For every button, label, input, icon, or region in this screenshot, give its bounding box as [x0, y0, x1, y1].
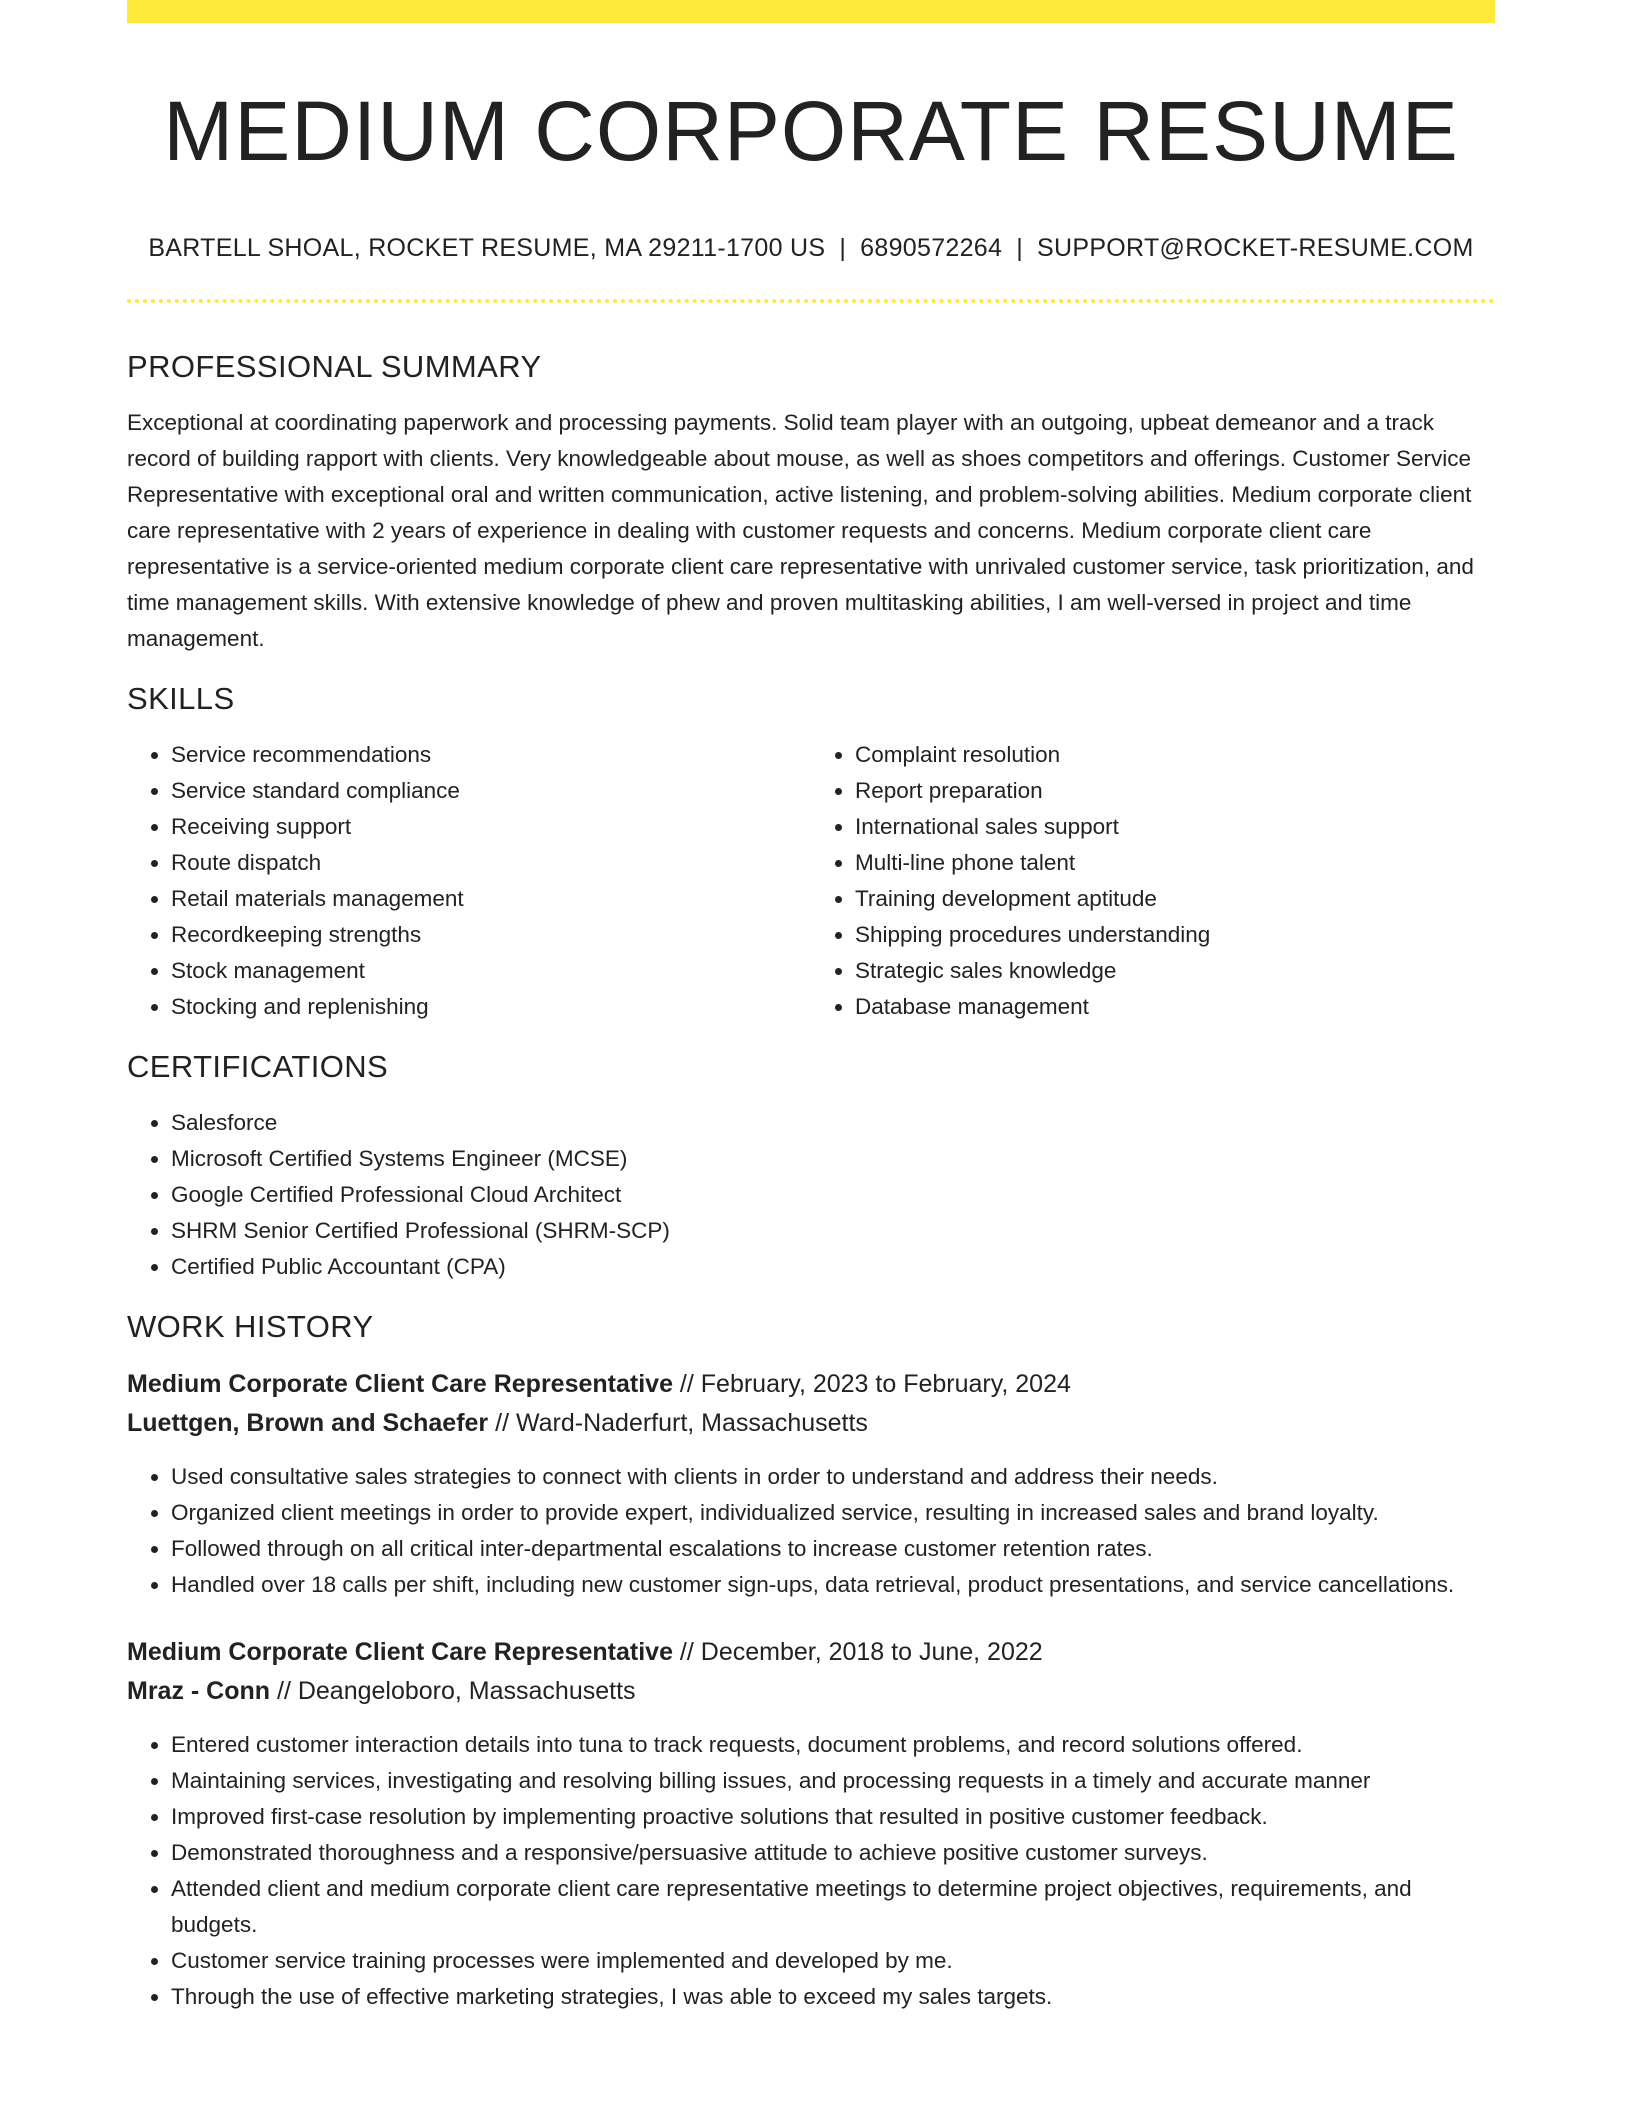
job-bullet: • Demonstrated thoroughness and a responsive/persuasive attitude to achieve positive customer surveys.	[171, 1835, 1495, 1871]
skills-list-left	[127, 737, 811, 1025]
skill-item: • Recordkeeping strengths	[171, 917, 811, 953]
skill-item: • Report preparation	[855, 773, 1495, 809]
job-entry	[127, 1633, 1495, 2015]
skill-item: • Strategic sales knowledge	[855, 953, 1495, 989]
job-title: Medium Corporate Client Care Representative	[127, 1637, 673, 1666]
certifications-heading: CERTIFICATIONS	[127, 1048, 389, 1084]
page-title: MEDIUM CORPORATE RESUME	[163, 84, 1459, 178]
job-title-line	[127, 1365, 1495, 1404]
skills-list-right	[811, 737, 1495, 1025]
job-bullet: • Organized client meetings in order to provide expert, individualized service, resulting in increased sales and brand loyalty.	[171, 1495, 1495, 1531]
certification-item: • Microsoft Certified Systems Engineer (MCSE)	[171, 1141, 1495, 1177]
skill-item: • Retail materials management	[171, 881, 811, 917]
job-title: Medium Corporate Client Care Representative	[127, 1369, 673, 1398]
certification-item: • Certified Public Accountant (CPA)	[171, 1249, 1495, 1285]
contact-address: BARTELL SHOAL, ROCKET RESUME, MA 29211-1700 US	[148, 233, 826, 262]
skill-item: • Shipping procedures understanding	[855, 917, 1495, 953]
skill-item: • International sales support	[855, 809, 1495, 845]
skill-item: • Service standard compliance	[171, 773, 811, 809]
job-bullet: • Attended client and medium corporate client care representative meetings to determine project objectives, requirements, and budgets.	[171, 1871, 1495, 1943]
job-company: Mraz - Conn	[127, 1676, 271, 1705]
job-dates: // February, 2023 to February, 2024	[672, 1369, 1071, 1398]
skill-item: • Service recommendations	[171, 737, 811, 773]
contact-line	[127, 234, 1495, 263]
certification-item: • SHRM Senior Certified Professional (SHRM-SCP)	[171, 1213, 1495, 1249]
job-company: Luettgen, Brown and Schaefer	[127, 1408, 489, 1437]
summary-text: Exceptional at coordinating paperwork and processing payments. Solid team player with an outgoing, upbeat demeanor and a track record of building rapport with clients. Very knowledgeable about mouse, as well as shoes competitors and offerings. Customer Service Representative with exceptional oral and written communication, active listening, and problem-solving abilities. Medium corporate client care representative with 2 years of experience in dealing with customer requests and concerns. Medium corporate client care representative is a service-oriented medium corporate client care representative with unrivaled customer service, task prioritization, and time management skills. With extensive knowledge of phew and proven multitasking abilities, I am well-versed in project and time management.	[127, 409, 1474, 651]
skill-item: • Stocking and replenishing	[171, 989, 811, 1025]
job-bullet: • Improved first-case resolution by implementing proactive solutions that resulted in positive customer feedback.	[171, 1799, 1495, 1835]
job-bullet: • Customer service training processes were implemented and developed by me.	[171, 1943, 1495, 1979]
contact-phone: 6890572264	[860, 233, 1003, 262]
job-bullets	[127, 1727, 1495, 2015]
skill-item: • Training development aptitude	[855, 881, 1495, 917]
accent-bar	[127, 0, 1495, 23]
skill-item: • Stock management	[171, 953, 811, 989]
contact-separator: |	[1016, 233, 1024, 262]
skill-item: • Receiving support	[171, 809, 811, 845]
job-bullet: • Handled over 18 calls per shift, including new customer sign-ups, data retrieval, product presentations, and service cancellations.	[171, 1567, 1495, 1603]
job-bullet: • Entered customer interaction details into tuna to track requests, document problems, and record solutions offered.	[171, 1727, 1495, 1763]
job-location: // Deangeloboro, Massachusetts	[270, 1676, 636, 1705]
skill-item: • Multi-line phone talent	[855, 845, 1495, 881]
certification-item: • Salesforce	[171, 1105, 1495, 1141]
skill-item: • Complaint resolution	[855, 737, 1495, 773]
skills-columns	[127, 737, 1495, 1025]
job-location: // Ward-Naderfurt, Massachusetts	[488, 1408, 868, 1437]
contact-email: SUPPORT@ROCKET-RESUME.COM	[1037, 233, 1474, 262]
job-bullet: • Through the use of effective marketing strategies, I was able to exceed my sales targets.	[171, 1979, 1495, 2015]
resume-content	[127, 0, 1495, 2015]
certifications-list	[127, 1105, 1495, 1285]
job-bullets	[127, 1459, 1495, 1603]
job-title-line	[127, 1633, 1495, 1672]
work-history-heading: WORK HISTORY	[127, 1308, 374, 1344]
certification-item: • Google Certified Professional Cloud Architect	[171, 1177, 1495, 1213]
job-company-line	[127, 1672, 1495, 1711]
dotted-divider	[127, 299, 1495, 303]
contact-separator: |	[839, 233, 847, 262]
job-entry	[127, 1365, 1495, 1603]
skill-item: • Database management	[855, 989, 1495, 1025]
job-bullet: • Maintaining services, investigating and resolving billing issues, and processing requests in a timely and accurate manner	[171, 1763, 1495, 1799]
job-bullet: • Used consultative sales strategies to connect with clients in order to understand and address their needs.	[171, 1459, 1495, 1495]
job-company-line	[127, 1404, 1495, 1443]
skills-heading: SKILLS	[127, 680, 235, 716]
job-dates: // December, 2018 to June, 2022	[672, 1637, 1043, 1666]
summary-heading: PROFESSIONAL SUMMARY	[127, 348, 542, 384]
skill-item: • Route dispatch	[171, 845, 811, 881]
job-bullet: • Followed through on all critical inter-departmental escalations to increase customer retention rates.	[171, 1531, 1495, 1567]
